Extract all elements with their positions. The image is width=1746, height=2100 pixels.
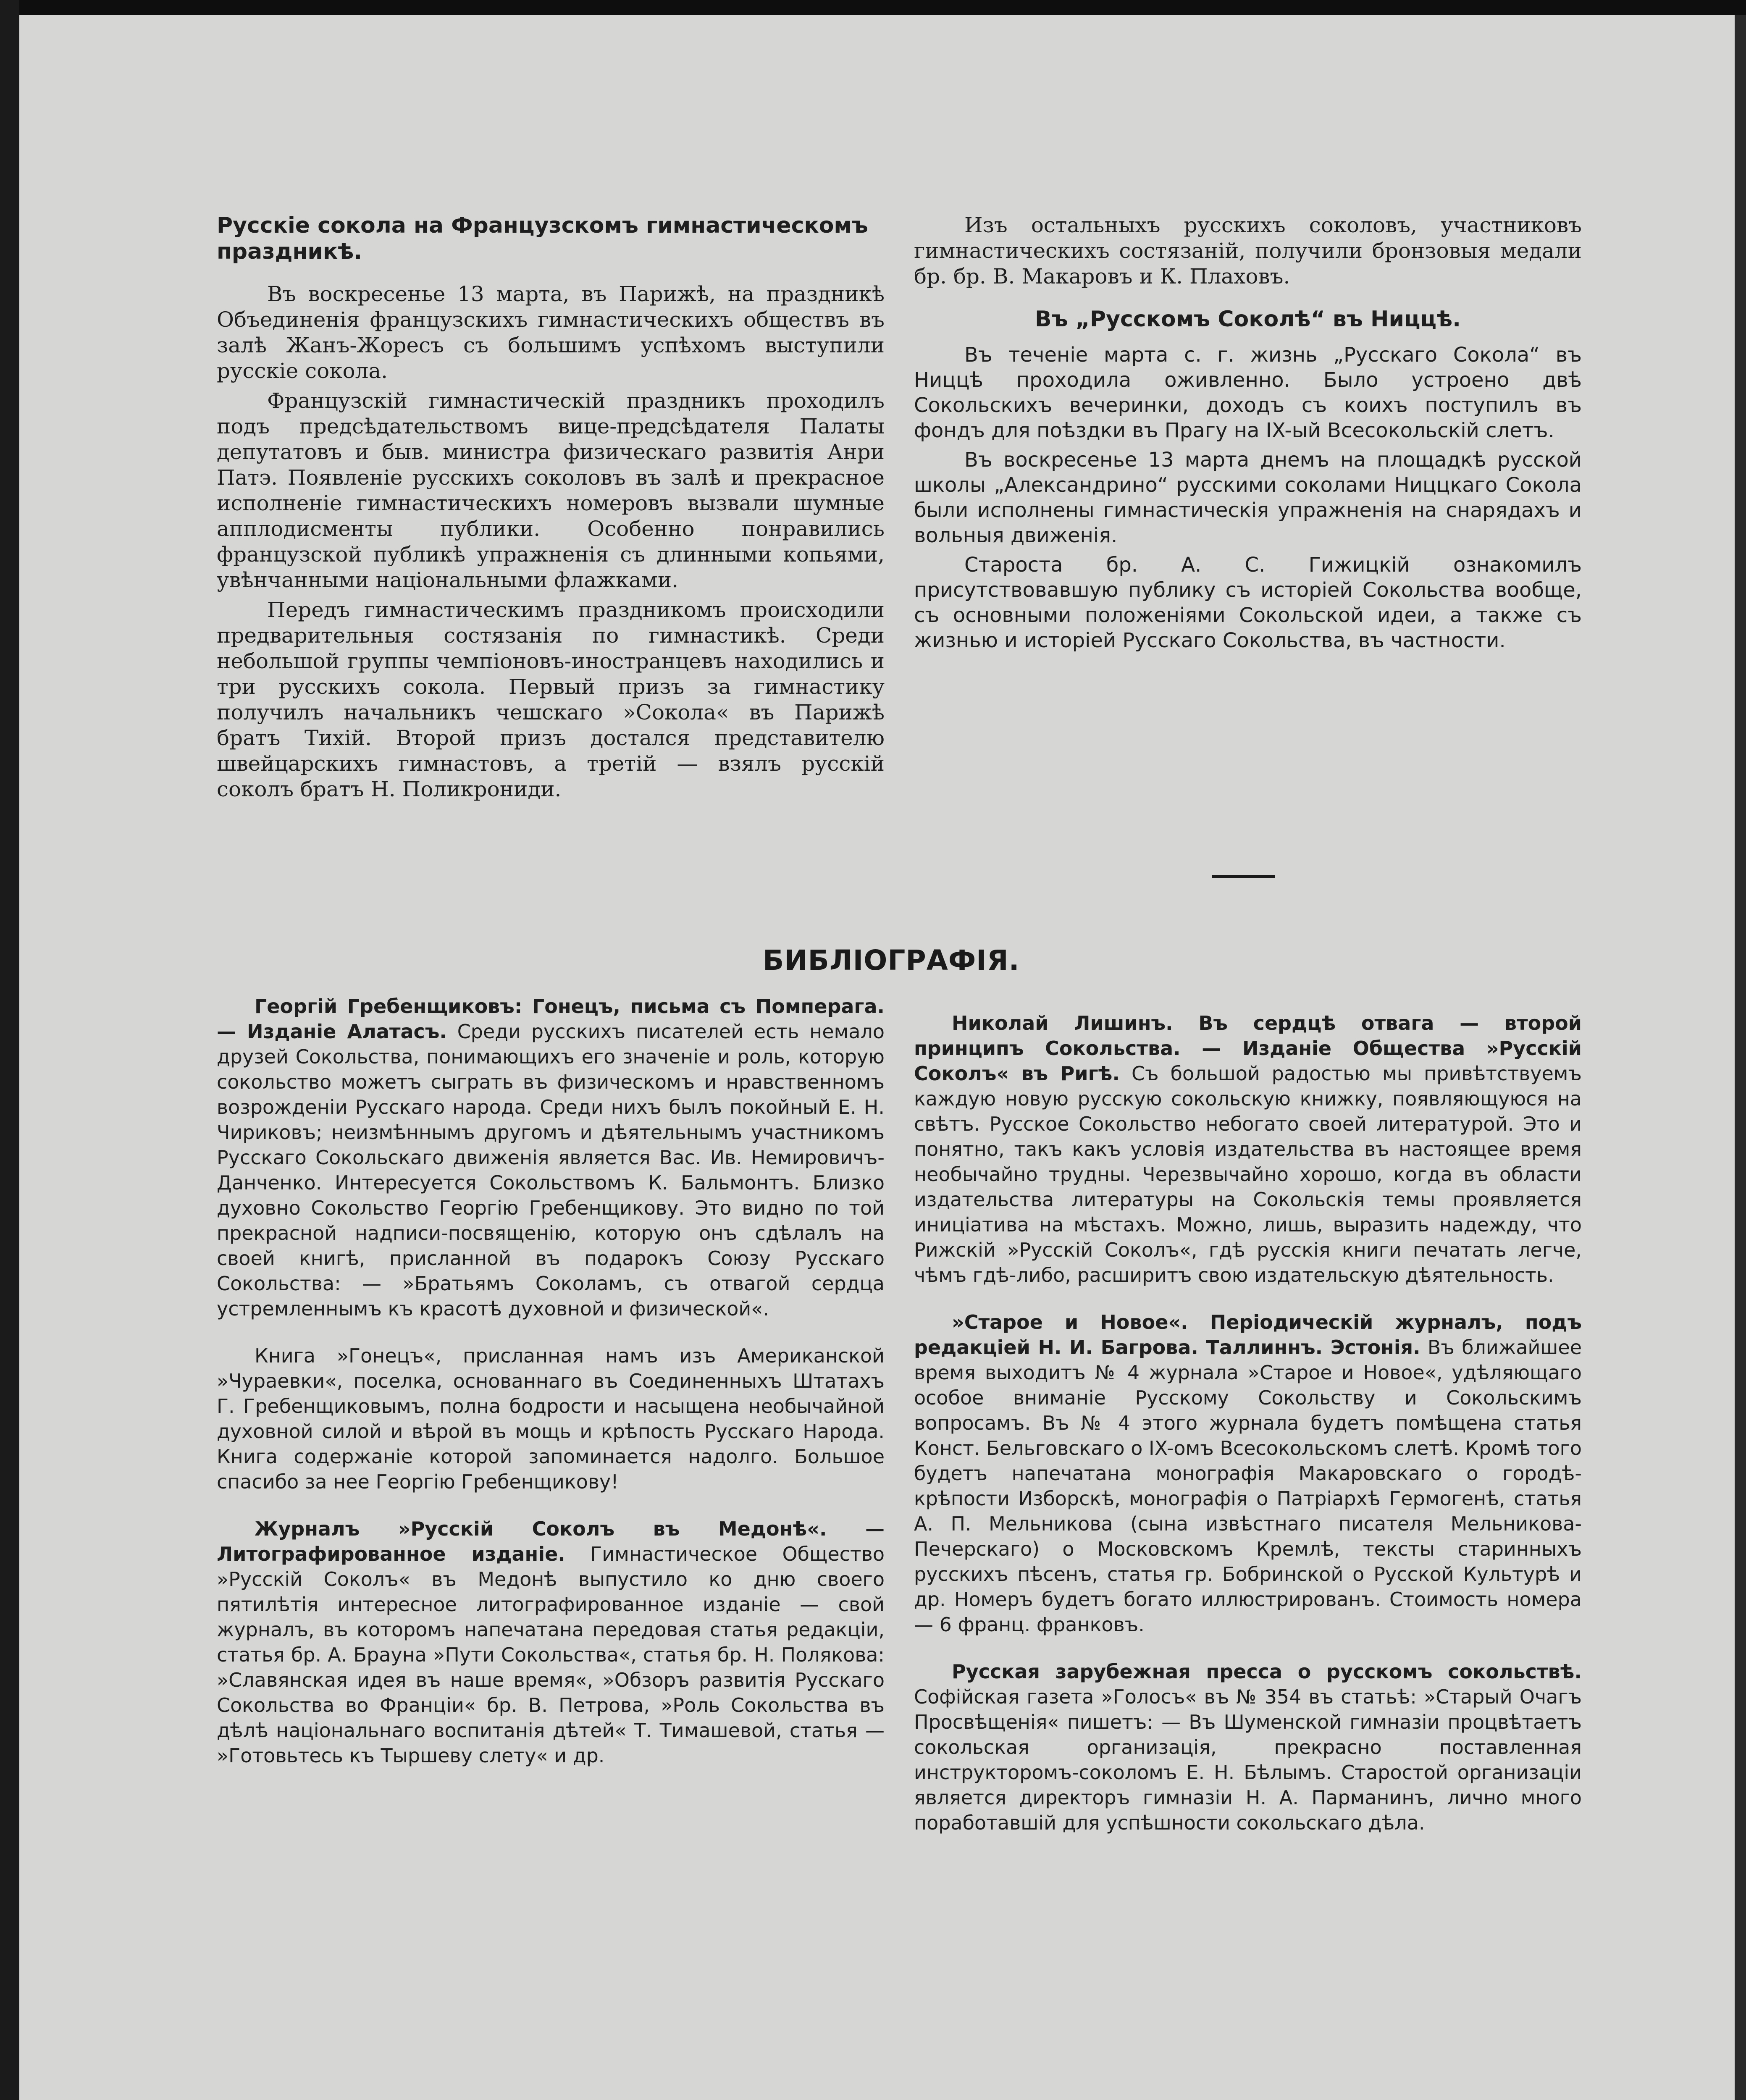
article-paragraph: Передъ гимнастическимъ праздникомъ происходили предварительныя состязанія по гимнастикѣ. Среди небольшой группы чемпіоновъ-иностранцевъ находились и три русскихъ сокола. Первый призъ за гимнастику получилъ начальникъ чешскаго »Сокола« въ Парижѣ братъ Тихій. Второй призъ достался представителю швейцарскихъ гимнастовъ, а третій — взялъ русскій соколъ братъ Н. Поликрониди. — [217, 598, 885, 801]
bibliography-right-column — [914, 994, 1582, 1857]
article-french-festival — [217, 213, 885, 806]
bibliography-entry — [914, 1659, 1582, 1835]
entry-heading: Русская зарубежная пресса о русскомъ сокольствѣ. — [952, 1660, 1582, 1683]
article-paragraph: Староста бр. А. С. Гижицкій ознакомилъ присутствовавшую публику съ исторіей Сокольства вообще, съ основными положеніями Сокольской идеи, а также съ жизнью и исторіей Русскаго Сокольства, въ частности. — [914, 553, 1582, 652]
article-paragraph: Изъ остальныхъ русскихъ соколовъ, участниковъ гимнастическихъ состязаній, получили бронзовыя медали бр. бр. В. Макаровъ и К. Плаховъ. — [914, 213, 1582, 289]
article-nice-column — [914, 213, 1582, 657]
entry-heading: »Старое и Новое«. Періодическій журналъ, подъ редакціей Н. И. Багрова. Таллиннъ. Эстонія. — [914, 1311, 1582, 1359]
entry-text: Съ большой радостью мы привѣтствуемъ каждую новую русскую сокольскую книжку, появляющуюся на свѣтъ. Русское Сокольство небогато своей литературой. Это и понятно, такъ какъ условія издательства въ настоящее время необычайно трудны. Черезвычайно хорошо, когда въ области издательства литературы на Сокольскія темы проявляется иниціатива на мѣстахъ. Можно, лишь, выразить надежду, что Рижскій »Русскій Соколъ«, гдѣ русскія книги печатать легче, чѣмъ гдѣ-либо, расширитъ свою издательскую дѣятельность. — [914, 1062, 1582, 1286]
article-paragraph: Въ теченіе марта с. г. жизнь „Русскаго Сокола“ въ Ниццѣ проходила оживленно. Было устроено двѣ Сокольскихъ вечеринки, доходъ съ коихъ поступилъ въ фондъ для поѣздки въ Прагу на IX-ый Всесокольскій слетъ. — [914, 343, 1582, 442]
bibliography-entry — [217, 1516, 885, 1768]
entry-heading: Георгій Гребенщиковъ: Гонецъ, письма съ Помперага. — Изданіе Алатасъ. — [217, 995, 885, 1043]
bibliography-entry — [217, 994, 885, 1321]
entry-text: Среди русскихъ писателей есть немало друзей Сокольства, понимающихъ его значеніе и роль, которую сокольство можетъ сыграть въ физическомъ и нравственномъ возрожденіи Русскаго народа. Среди нихъ былъ покойный Е. Н. Чириковъ; неизмѣннымъ другомъ и дѣятельнымъ участникомъ Русскаго Сокольскаго движенія является Вас. Ив. Немировичъ-Данченко. Интересуется Сокольствомъ К. Бальмонтъ. Близко духовно Сокольство Георгію Гребенщикову. Это видно по той прекрасной надписи-посвященію, которую онъ сдѣлалъ на своей книгѣ, присланной въ подарокъ Союзу Русскаго Сокольства: — »Братьямъ Соколамъ, съ отвагой сердца устремленнымъ къ красотѣ духовной и физической«. — [217, 1020, 885, 1320]
article-title: Русскіе сокола на Французскомъ гимнастическомъ праздникѣ. — [217, 213, 869, 264]
bibliography-entry — [914, 1011, 1582, 1288]
entry-text: Въ ближайшее время выходитъ № 4 журнала »Старое и Новое«, удѣляющаго особое вниманіе Русскому Сокольству и Сокольскимъ вопросамъ. Въ № 4 этого журнала будетъ помѣщена статья Конст. Бельговскаго о IX-омъ Всесокольскомъ слетѣ. Кромѣ того будетъ напечатана монографія Макаровскаго о городѣ-крѣпости Изборскѣ, монографія о Патріархѣ Гермогенѣ, статья А. П. Мельникова (сына извѣстнаго писателя Мельникова-Печерскаго) о Московскомъ Кремлѣ, тексты старинныхъ русскихъ пѣсенъ, статья гр. Бобринской о Русской Культурѣ и др. Номеръ будетъ богато иллюстрированъ. Стоимость номера — 6 франц. франковъ. — [914, 1336, 1582, 1636]
entry-text: Софійская газета »Голосъ« въ № 354 въ статьѣ: »Старый Очагъ Просвѣщенія« пишетъ: — Въ Шуменской гимназіи процвѣтаетъ сокольская организація, прекрасно поставленная инструкторомъ-соколомъ Е. Н. Бѣлымъ. Старостой организаціи является директоръ гимназіи Н. А. Парманинъ, лично много поработавшій для успѣшности сокольскаго дѣла. — [914, 1685, 1582, 1834]
article-title: Въ „Русскомъ Соколѣ“ въ Ниццѣ. — [1034, 307, 1461, 332]
bibliography-left-column — [217, 994, 885, 1790]
bibliography-entry — [914, 1310, 1582, 1637]
scan-left-border — [0, 0, 19, 2100]
document-page — [19, 15, 1735, 2100]
entry-text: Книга »Гонецъ«, присланная намъ изъ Американской »Чураевки«, поселка, основаннаго въ Соединенныхъ Штатахъ Г. Гребенщиковымъ, полна бодрости и насыщена необычайной духовной силой и вѣрой въ мощь и крѣпость Русскаго Народа. Книга содержаніе которой запоминается надолго. Большое спасибо за нее Георгію Гребенщикову! — [217, 1344, 885, 1493]
bibliography-title: БИБЛІОГРАФІЯ. — [763, 944, 1020, 976]
entry-heading: Николай Лишинъ. Въ сердцѣ отвага — второй принципъ Сокольства. — Изданіе Общества »Русскій Соколъ« въ Ригѣ. — [914, 1012, 1582, 1085]
article-paragraph: Въ воскресенье 13 марта днемъ на площадкѣ русской школы „Александрино“ русскими соколами Ниццкаго Сокола были исполнены гимнастическія упражненія на снарядахъ и вольныя движенія. — [914, 448, 1582, 547]
article-paragraph: Французскій гимнастическій праздникъ проходилъ подъ предсѣдательствомъ вице-предсѣдателя Палаты депутатовъ и быв. министра физическаго развитія Анри Патэ. Появленіе русскихъ соколовъ въ залѣ и прекрасное исполненіе гимнастическихъ номеровъ вызвали шумные апплодисменты публики. Особенно понравились французской публикѣ упражненія съ длинными копьями, увѣнчанными національными флажками. — [217, 388, 885, 592]
section-divider — [1212, 875, 1275, 878]
scan-top-border — [0, 0, 1746, 15]
entry-heading: Журналъ »Русскій Соколъ въ Медонѣ«. — Литографированное изданіе. — [217, 1517, 885, 1565]
entry-text: Гимнастическое Общество »Русскій Соколъ« въ Медонѣ выпустило ко дню своего пятилѣтія интересное литографированное изданіе — свой журналъ, въ которомъ напечатана передовая статья редакціи, статья бр. А. Брауна »Пути Сокольства«, статья бр. Н. Полякова: »Славянская идея въ наше время«, »Обзоръ развитія Русскаго Сокольства во Франціи« бр. В. Петрова, »Роль Сокольства въ дѣлѣ національнаго воспитанія дѣтей« Т. Тимашевой, статья — »Готовьтесь къ Тыршеву слету« и др. — [217, 1543, 885, 1767]
bibliography-entry — [217, 1343, 885, 1494]
article-paragraph: Въ воскресенье 13 марта, въ Парижѣ, на праздникѣ Объединенія французскихъ гимнастическихъ обществъ въ залѣ Жанъ-Жоресъ съ большимъ успѣхомъ выступили русскіе сокола. — [217, 282, 885, 383]
